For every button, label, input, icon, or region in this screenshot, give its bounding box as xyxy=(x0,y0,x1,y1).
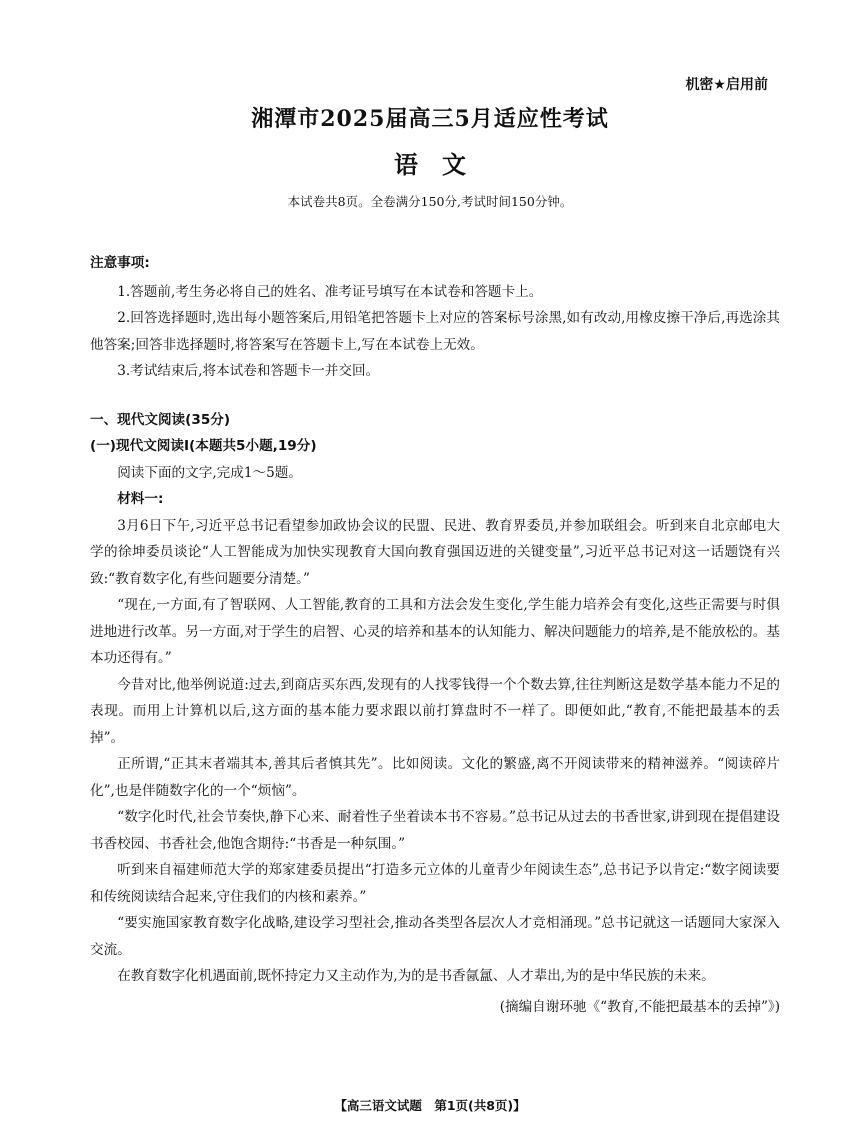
subject-title: 语 文 xyxy=(394,151,466,179)
article-paragraph: 在教育数字化机遇面前,既怀持定力又主动作为,为的是书香氤氲、人才辈出,为的是中华民族的未来。 xyxy=(117,968,715,984)
article-paragraph: “数字化时代,社会节奏快,静下心来、耐着性子坐着读本书不容易。”总书记从过去的书香世家,讲到现在提倡建设书香校园、书香社会,他饱含期待:“书香是一种氛围。” xyxy=(90,809,780,852)
notice-heading: 注意事项: xyxy=(90,255,150,271)
article-paragraph: 听到来自福建师范大学的郑家建委员提出“打造多元立体的儿童青少年阅读生态”,总书记予以肯定:“数字阅读要和传统阅读结合起来,守住我们的内核和素养。” xyxy=(90,862,780,905)
page-content xyxy=(90,250,780,1020)
article-paragraph: 正所谓,“正其末者端其本,善其后者慎其先”。比如阅读。文化的繁盛,离不开阅读带来的精神滋养。“阅读碎片化”,也是伴随数字化的一个“烦恼”。 xyxy=(90,756,780,799)
spacer xyxy=(90,385,780,407)
article-paragraph: 今昔对比,他举例说道:过去,到商店买东西,发现有的人找零钱得一个个数去算,往往判断这是数学基本能力不足的表现。而用上计算机以后,这方面的基本能力要求跟以前打算盘时不一样了。即便如此,“教育,不能把最基本的丢掉”。 xyxy=(90,676,780,746)
notice-item: 1.答题前,考生务必将自己的姓名、准考证号填写在本试卷和答题卡上。 xyxy=(117,283,543,300)
reading-instruction: 阅读下面的文字,完成1～5题。 xyxy=(117,464,302,481)
subsection-heading: (一)现代文阅读Ⅰ(本题共5小题,19分) xyxy=(90,438,317,454)
exam-info: 本试卷共8页。全卷满分150分,考试时间150分钟。 xyxy=(287,194,573,209)
notice-item: 3.考试结束后,将本试卷和答题卡一并交回。 xyxy=(117,363,380,379)
article-paragraph: 3月6日下午,习近平总书记看望参加政协会议的民盟、民进、教育界委员,并参加联组会。听到来自北京邮电大学的徐坤委员谈论“人工智能成为加快实现教育大国向教育强国迈进的关键变量”,习近平总书记对这一话题饶有兴致:“教育数字化,有些问题要分清楚。” xyxy=(90,517,780,587)
exam-title: 湘潭市2025届高三5月适应性考试 xyxy=(251,106,609,132)
page-footer: 【高三语文试题 第1页(共8页)】 xyxy=(334,1098,526,1113)
notice-item: 2.回答选择题时,选出每小题答案后,用铅笔把答题卡上对应的答案标号涂黑,如有改动,用橡皮擦干净后,再选涂其他答案;回答非选择题时,将答案写在答题卡上,写在本试卷上无效。 xyxy=(90,310,780,353)
article-source: (摘编自谢环驰《“教育,不能把最基本的丢掉”》) xyxy=(499,998,780,1015)
material-label: 材料一: xyxy=(117,491,164,507)
section-heading: 一、现代文阅读(35分) xyxy=(90,411,231,428)
article-paragraph: “现在,一方面,有了智联网、人工智能,教育的工具和方法会发生变化,学生能力培养会有变化,这些正需要与时俱进地进行改革。另一方面,对于学生的启智、心灵的培养和基本的认知能力、解决问题能力的培养,是不能放松的。基本功还得有。” xyxy=(90,597,780,666)
article-paragraph: “要实施国家教育数字化战略,建设学习型社会,推动各类型各层次人才竞相涌现。”总书记就这一话题同大家深入交流。 xyxy=(90,915,780,958)
confidential-mark: 机密★启用前 xyxy=(685,77,768,93)
